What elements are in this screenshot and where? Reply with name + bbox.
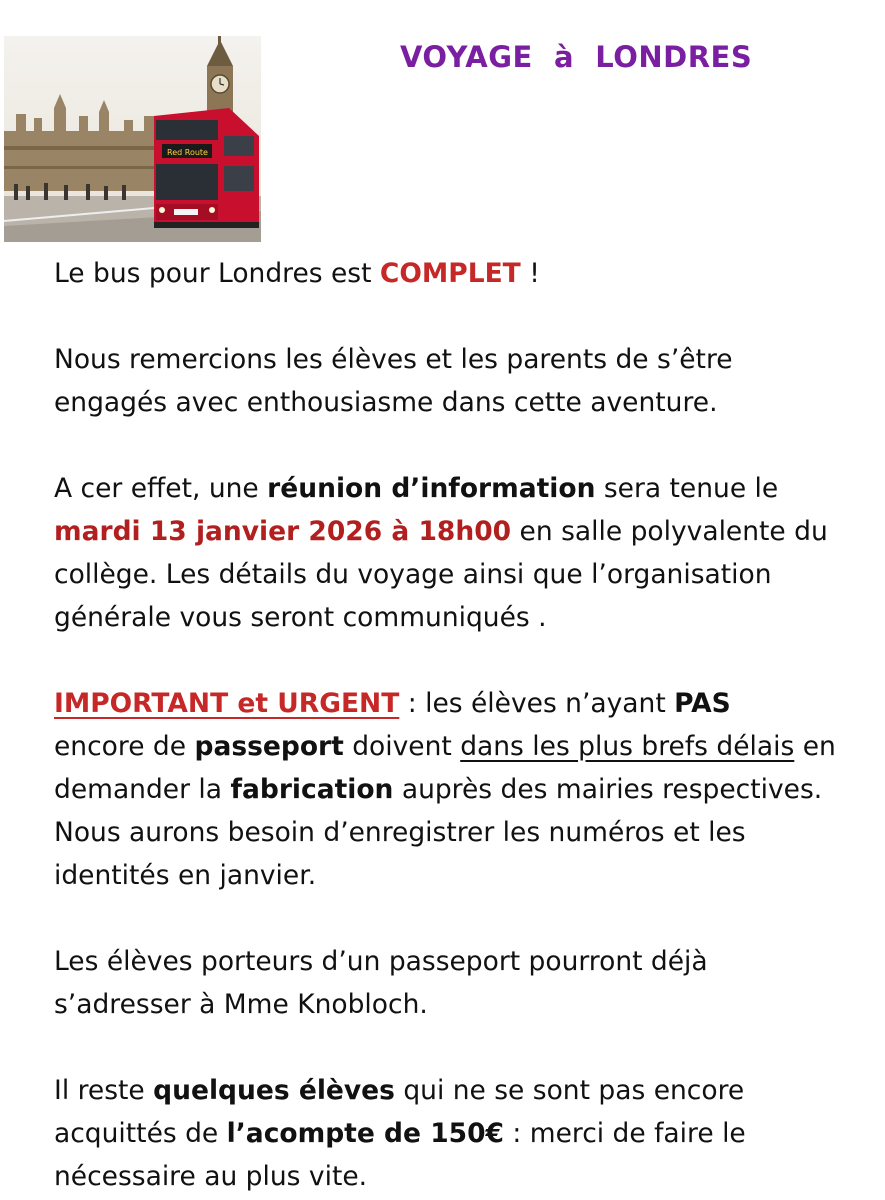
delais-underlined: dans les plus brefs délais <box>460 731 795 762</box>
paragraph-passeport: Les élèves porteurs d’un passeport pourront déjà s’adresser à Mme Knobloch. <box>54 946 708 1020</box>
paragraph-important: IMPORTANT et URGENT : les élèves n’ayant PAS encore de passeport doivent dans les plus brefs délais en demander la fabrication auprès des mairies respectives. Nous aurons besoin d’enregistrer les numéros et les identités en janvier. <box>54 688 836 891</box>
document-body <box>54 252 884 1198</box>
paragraph-acompte: Il reste quelques élèves qui ne se sont pas encore acquittés de l’acompte de 150€ : merci de faire le nécessaire au plus vite. <box>54 1075 746 1192</box>
complet-label: COMPLET <box>379 258 521 289</box>
acompte-amount: l’acompte de 150€ <box>226 1118 504 1149</box>
page-title: VOYAGE à LONDRES <box>400 40 753 74</box>
important-urgent-label: IMPORTANT et URGENT <box>54 688 400 719</box>
bus-destination-sign: Red Route <box>167 148 208 157</box>
london-bus-big-ben-illustration <box>4 36 261 242</box>
meeting-date: mardi 13 janvier 2026 à 18h00 <box>54 516 512 547</box>
london-bus-photo <box>4 36 261 242</box>
reunion-label: réunion d’information <box>267 473 596 504</box>
paragraph-complet: Le bus pour Londres est COMPLET ! <box>54 258 540 289</box>
paragraph-remerciements: Nous remercions les élèves et les parents de s’être engagés avec enthousiasme dans cette aventure. <box>54 344 733 418</box>
paragraph-reunion: A cer effet, une réunion d’information sera tenue le mardi 13 janvier 2026 à 18h00 en salle polyvalente du collège. Les détails du voyage ainsi que l’organisation générale vous seront communiqués . <box>54 473 828 633</box>
